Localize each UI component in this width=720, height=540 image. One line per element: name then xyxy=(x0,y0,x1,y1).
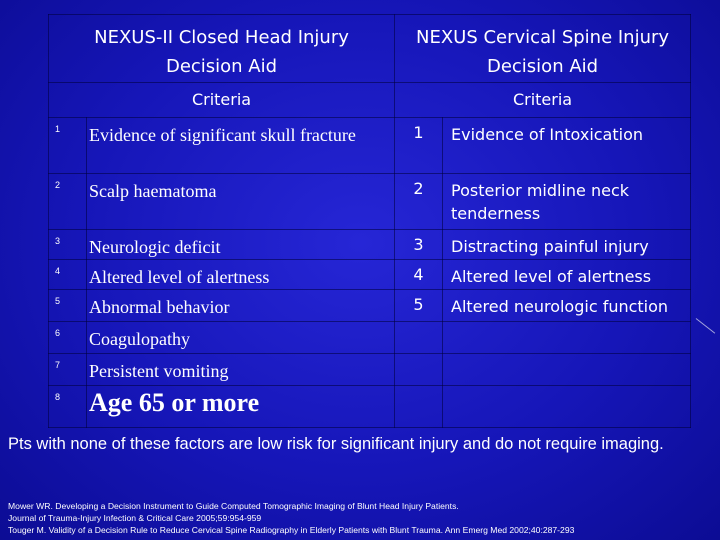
left-criterion-emphasized: Age 65 or more xyxy=(87,386,395,428)
left-heading-line-1: NEXUS-II Closed Head Injury xyxy=(94,27,349,48)
right-heading-line-1: NEXUS Cervical Spine Injury xyxy=(415,27,670,48)
left-criterion: Abnormal behavior xyxy=(87,290,395,322)
right-criteria-subheading: Criteria xyxy=(395,83,691,118)
right-row-number: 2 xyxy=(395,174,443,230)
left-heading-line-2: Decision Aid xyxy=(165,56,278,77)
table-row xyxy=(49,322,691,354)
right-criterion xyxy=(443,354,691,386)
left-row-number: 1 xyxy=(49,118,87,174)
right-criterion: Posterior midline neck tenderness xyxy=(443,174,691,230)
right-row-number xyxy=(395,386,443,428)
left-criterion: Altered level of alertness xyxy=(87,260,395,290)
left-row-number: 3 xyxy=(49,230,87,260)
left-criteria-subheading: Criteria xyxy=(49,83,395,118)
right-criterion: Distracting painful injury xyxy=(443,230,691,260)
left-row-number: 6 xyxy=(49,322,87,354)
reference-line: Mower WR. Developing a Decision Instrument to Guide Computed Tomographic Imaging of Blunt Head Injury Patients. xyxy=(8,501,459,511)
right-row-number: 1 xyxy=(395,118,443,174)
table-row xyxy=(49,260,691,290)
right-criterion: Altered neurologic function xyxy=(443,290,691,322)
left-row-number: 2 xyxy=(49,174,87,230)
reference-line: Touger M. Validity of a Decision Rule to Reduce Cervical Spine Radiography in Elderly Patients with Blunt Trauma. Ann Emerg Med 2002;40:287-293 xyxy=(8,525,575,535)
left-criterion: Neurologic deficit xyxy=(87,230,395,260)
table-row xyxy=(49,354,691,386)
left-row-number: 7 xyxy=(49,354,87,386)
table-row xyxy=(49,118,691,174)
left-criterion: Scalp haematoma xyxy=(87,174,395,230)
right-criterion xyxy=(443,386,691,428)
right-row-number xyxy=(395,354,443,386)
left-row-number: 8 xyxy=(49,386,87,428)
reference-line: Journal of Trauma-Injury Infection & Critical Care 2005;59:954-959 xyxy=(8,513,262,523)
right-heading-line-2: Decision Aid xyxy=(486,56,599,77)
table-row xyxy=(49,386,691,428)
left-table-heading xyxy=(49,15,395,83)
right-criterion: Evidence of Intoxication xyxy=(443,118,691,174)
right-row-number xyxy=(395,322,443,354)
right-criterion xyxy=(443,322,691,354)
right-row-number: 4 xyxy=(395,260,443,290)
right-table-heading xyxy=(395,15,691,83)
table-row xyxy=(49,174,691,230)
criteria-comparison-table xyxy=(48,14,691,428)
right-criterion: Altered level of alertness xyxy=(443,260,691,290)
left-criterion: Coagulopathy xyxy=(87,322,395,354)
left-row-number: 5 xyxy=(49,290,87,322)
low-risk-note: Pts with none of these factors are low risk for significant injury and do not require imaging. xyxy=(8,435,664,453)
left-criterion: Persistent vomiting xyxy=(87,354,395,386)
table-row xyxy=(49,230,691,260)
left-criterion: Evidence of significant skull fracture xyxy=(87,118,395,174)
right-row-number: 5 xyxy=(395,290,443,322)
right-row-number: 3 xyxy=(395,230,443,260)
left-row-number: 4 xyxy=(49,260,87,290)
table-row xyxy=(49,290,691,322)
decorative-line xyxy=(696,318,716,334)
references xyxy=(8,500,720,536)
